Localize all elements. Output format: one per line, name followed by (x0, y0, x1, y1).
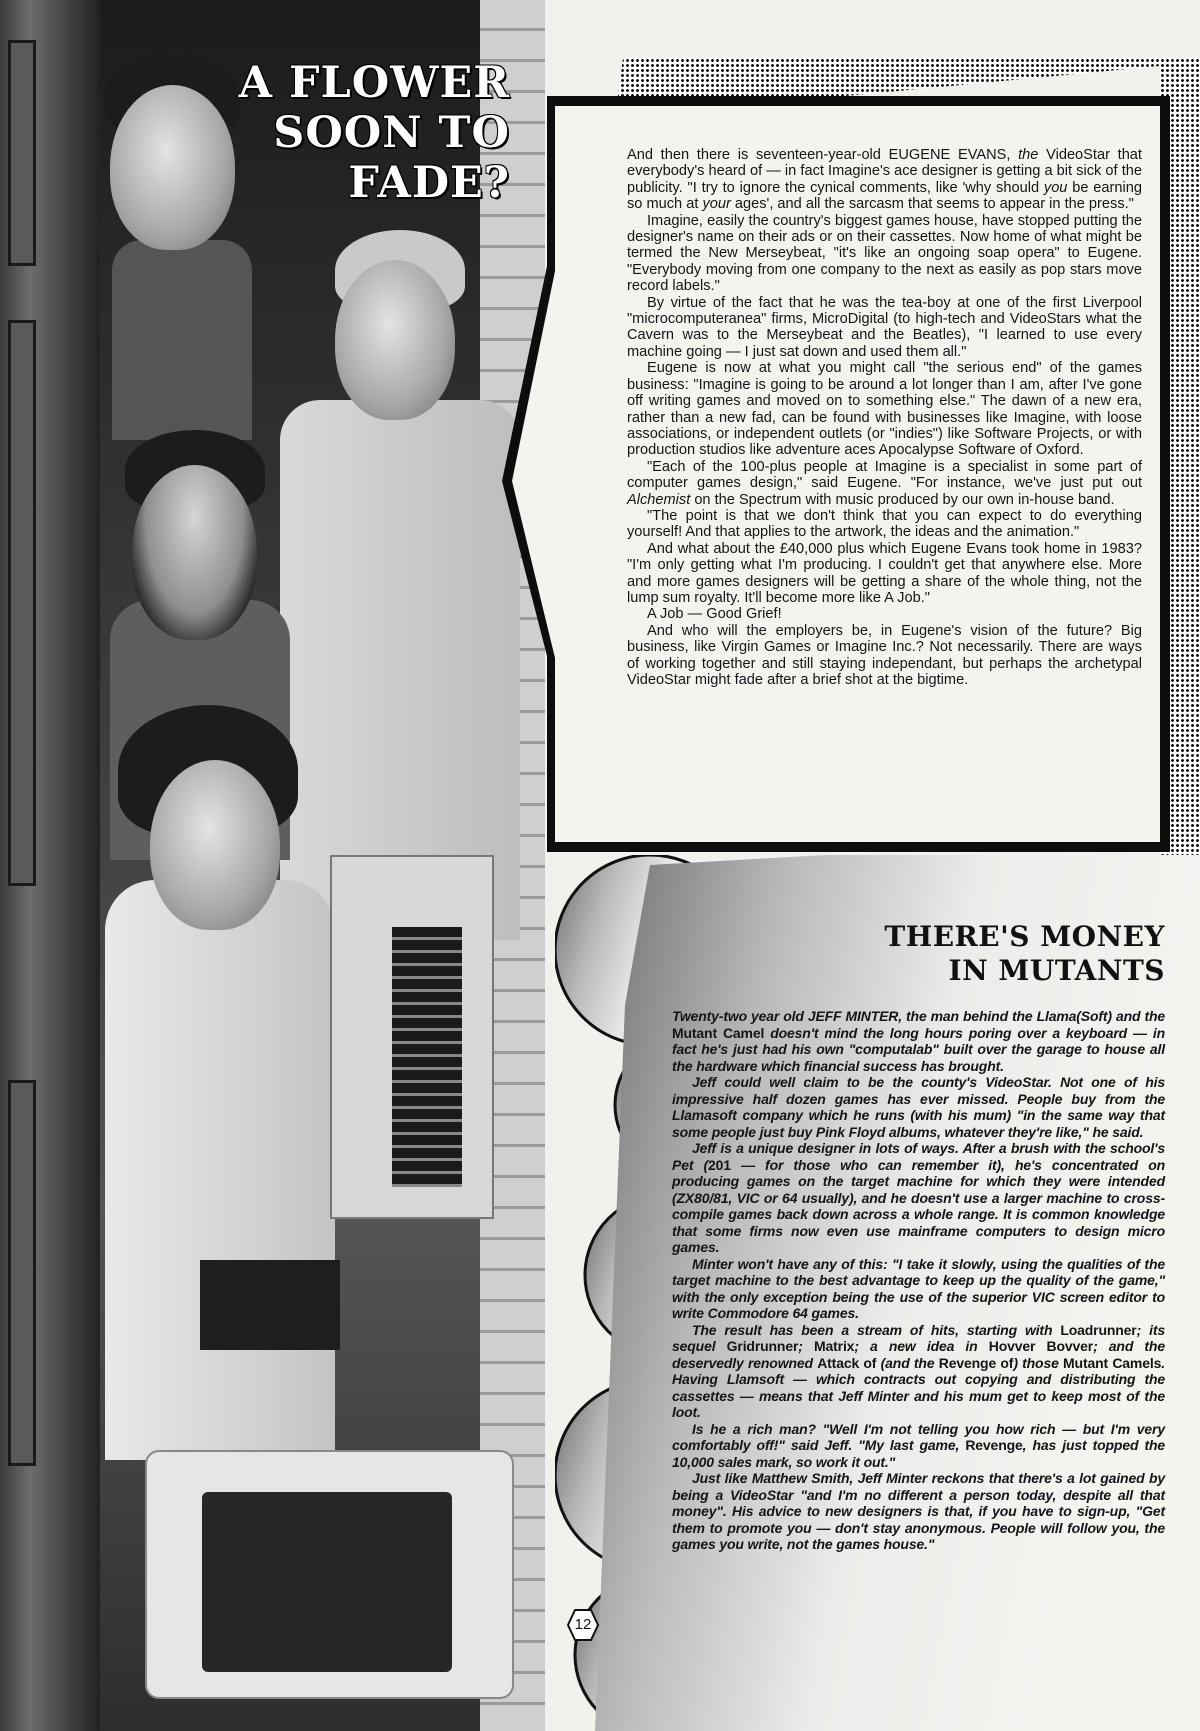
paragraph (672, 1140, 1165, 1256)
page-number (566, 1608, 600, 1642)
paragraph (672, 1470, 1165, 1553)
text-run: on the Spectrum with music produced by our own in-house band. (690, 491, 1115, 508)
text-run: — for those who can remember it), he's concentrated on producing games on the target machine for which they were intended (ZX80/81, VIC or 64 usually), and he doesn't use a larger machine to cross-compile games back down across a whole range. It is common knowledge that some firms now even use mainframe computers to design micro games. (672, 1156, 1165, 1255)
person-face (132, 465, 257, 640)
text-run: "Each of the 100-plus people at Imagine is a specialist in some part of computer games design," said Eugene. "For instance, we've just put out (627, 458, 1142, 492)
bold-text: Attack of (817, 1354, 877, 1371)
text-run: VideoStar that everybody's heard of — in fact Imagine's ace designer is getting a bit sick of the publicity. "I try to ignore the cynical comments, like 'why should (627, 147, 1142, 196)
title-line: THERE'S MONEY (884, 920, 1165, 953)
paragraph (627, 459, 1142, 508)
person-face (335, 260, 455, 420)
paragraph (627, 508, 1142, 541)
text-run: Is he a rich man? "Well I'm not telling you how rich — but I'm very comfortably off!" said Jeff. "My last game, (672, 1420, 1165, 1453)
paragraph (627, 606, 1142, 622)
article-title: A FLOWER SOON TO FADE? (238, 58, 510, 208)
person-face (150, 760, 280, 930)
computer-monitor (145, 1450, 514, 1699)
text-run: The result has been a stream of hits, starting with (692, 1321, 1061, 1338)
paragraph (627, 295, 1142, 361)
keyboard-dark (200, 1260, 340, 1350)
page-number-text: 12 (574, 1616, 592, 1633)
person-body (105, 880, 335, 1460)
group-photo (0, 0, 545, 1731)
italic-text: the (1018, 147, 1039, 163)
bold-text: Matrix (813, 1338, 855, 1354)
text-run: doesn't mind the long hours poring over a keyboard — in fact he's just had his own "computalab" built over the garage to house all the hardware which financial success has brought. (672, 1024, 1165, 1074)
text-run: , has just topped the 10,000 sales mark, so work it out." (672, 1437, 1165, 1470)
paragraph (672, 1256, 1165, 1322)
text-run: ; (798, 1338, 814, 1354)
article-title (760, 920, 1165, 988)
paragraph (627, 360, 1142, 458)
bold-text: Mutant Camels (1063, 1354, 1162, 1371)
text-run: And then there is seventeen-year-old EUGENE EVANS, (627, 147, 1019, 163)
paragraph (627, 623, 1142, 689)
paragraph (672, 1322, 1165, 1421)
text-run: ; and the deservedly renowned (672, 1338, 1165, 1371)
text-run: Minter won't have any of this: "I take it slowly, using the qualities of the target machine to the best advantage to keep up the quality of the game," with the only exception being the use of the superior VIC screen editor to write Commodore 64 games. (672, 1255, 1165, 1321)
title-line: IN MUTANTS (948, 954, 1165, 987)
paragraph (672, 1421, 1165, 1471)
door-frame (0, 0, 100, 1731)
paragraph (672, 1008, 1165, 1074)
text-run: "The point is that we don't think that you can expect to do everything yourself! And that applies to the artwork, the ideas and the animation." (627, 507, 1142, 541)
bold-text: Gridrunner (726, 1338, 799, 1354)
text-run: And who will the employers be, in Eugene's vision of the future? Big business, like Virgin Games or Imagine Inc.? Not necessarily. There are ways of working together and still staying independant, but perhaps the archetypal VideoStar might fade after a brief shot at the bigtime. (627, 622, 1142, 688)
bold-text: Loadrunner (1060, 1321, 1137, 1338)
text-run: Twenty-two year old JEFF MINTER, the man behind the Llama(Soft) and the (672, 1008, 1165, 1024)
article-body (627, 147, 1142, 688)
text-run: (and the (876, 1354, 939, 1371)
article-body (672, 1008, 1165, 1553)
text-run: ages', and all the sarcasm that seems to appear in the press." (730, 196, 1134, 213)
paragraph (627, 541, 1142, 607)
bold-text: 201 (708, 1156, 731, 1173)
text-run: . Having Llamsoft — which contracts out copying and distributing the cassettes — means that Jeff Minter and his mum get to keep most of the loot. (672, 1354, 1165, 1420)
text-run: ) those (1013, 1354, 1064, 1371)
computer-keyboard (330, 855, 494, 1219)
italic-text: Alchemist (627, 491, 691, 508)
bold-text: Mutant Camel (672, 1024, 765, 1041)
text-run: ; a new idea in (854, 1338, 989, 1354)
text-run: Imagine, easily the country's biggest games house, have stopped putting the designer's name on their ads or on their cassettes. Now home of what might be termed the New Merseybeat, "it's like an ongoing soap opera" to Eugene. "Everybody moving from one company to the next as easily as pop stars move record labels." (627, 212, 1142, 295)
text-run: ; its sequel (672, 1321, 1165, 1354)
text-run: Just like Matthew Smith, Jeff Minter reckons that there's a lot gained by being a VideoStar "and I'm no different a person today, despite all that money". His advice to new designers is that, if you have to sign-up, "Get them to promote you — don't stay anonymous. People will follow you, the games you write, not the games house." (672, 1470, 1165, 1552)
person-body (112, 240, 252, 440)
paragraph (672, 1074, 1165, 1140)
text-run: A Job — Good Grief! (647, 606, 782, 623)
paragraph (627, 147, 1142, 213)
text-run: And what about the £40,000 plus which Eugene Evans took home in 1983? "I'm only getting what I'm producing. I couldn't get that anywhere else. More and more games designers will be getting a share of the whole thing, not the lump sum royalty. It'll become more like A Job." (627, 540, 1142, 606)
text-run: be earning so much at (627, 179, 1142, 213)
bold-text: Revenge (965, 1437, 1023, 1453)
italic-text: you (1043, 179, 1068, 196)
text-run: Jeff could well claim to be the county's VideoStar. Not one of his impressive half dozen games has ever missed. People buy from the Llamasoft company which he runs (with his mum) "in the same way that some people just buy Pink Floyd albums, whatever they're like," he said. (672, 1074, 1165, 1140)
text-run: By virtue of the fact that he was the tea-boy at one of the first Liverpool "microcomputeranea" firms, MicroDigital (to high-tech and VideoStars what the Cavern was to the Merseybeat and the Beatles), "I learned to use every machine going — I just sat down and used them all." (627, 294, 1142, 360)
italic-text: your (702, 196, 731, 213)
paragraph (627, 213, 1142, 295)
bold-text: Hovver Bovver (988, 1338, 1094, 1354)
text-run: Jeff is a unique designer in lots of ways. After a brush with the school's Pet ( (672, 1140, 1165, 1173)
text-run: Eugene is now at what you might call "the serious end" of the games business: "Imagine is going to be around a lot longer than I am, after I've gone off writing games and moved on to something else." The dawn of a new era, rather than a new fad, can be found with businesses like Imagine, with loose associations, or independent outlets (or "indies") like Software Projects, or with production studios like adventure aces Apocalypse Software of Oxford. (627, 360, 1142, 459)
bold-text: Revenge of (938, 1354, 1014, 1371)
